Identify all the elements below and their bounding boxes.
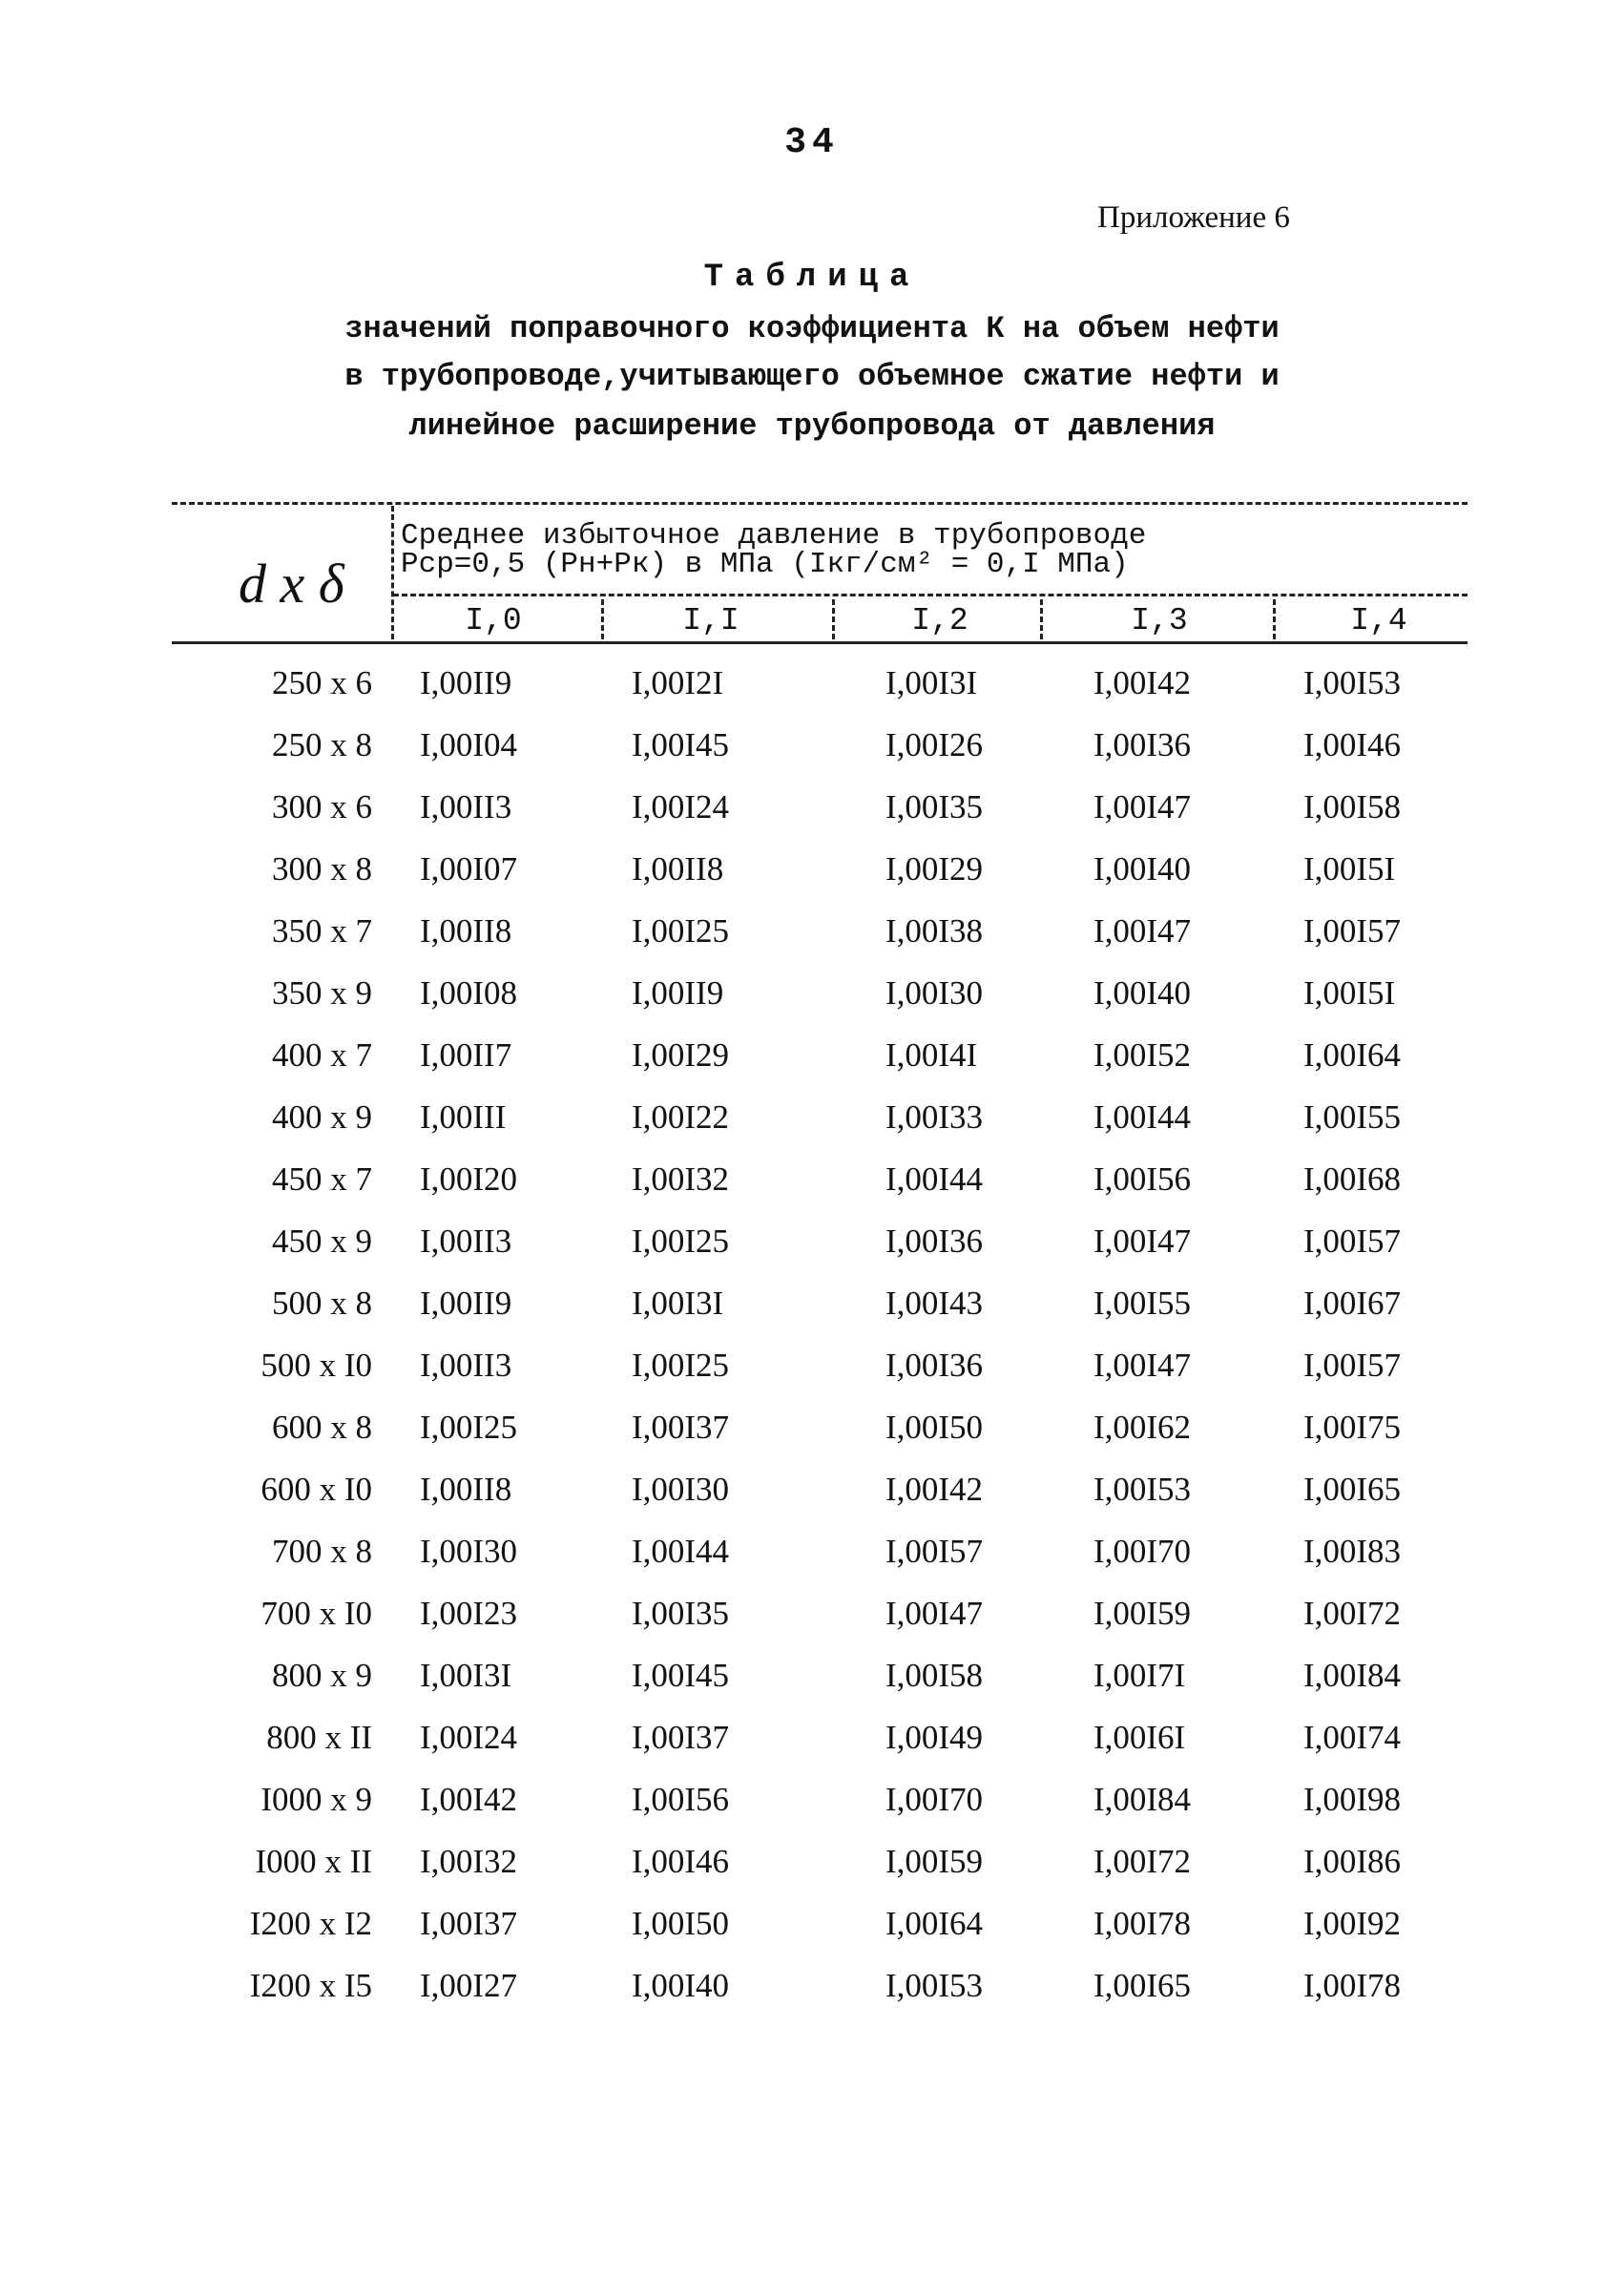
coefficient-cell: I,00I24 xyxy=(420,1719,518,1756)
coefficient-cell: I,00I59 xyxy=(885,1843,984,1880)
coefficient-cell: I,00I07 xyxy=(420,850,518,888)
coefficient-cell: I,00I58 xyxy=(1303,788,1402,826)
row-size: 400 x 9 xyxy=(272,1098,372,1136)
coefficient-cell: I,00III xyxy=(420,1098,507,1136)
table-row xyxy=(0,1781,1624,1842)
coefficient-cell: I,00I30 xyxy=(420,1533,518,1570)
coefficient-cell: I,00I57 xyxy=(1303,1347,1402,1384)
coefficient-cell: I,00I44 xyxy=(1093,1098,1192,1136)
coefficient-cell: I,00I92 xyxy=(1303,1905,1402,1942)
row-label-header: d x δ xyxy=(239,553,344,615)
coefficient-cell: I,00I74 xyxy=(1303,1719,1402,1756)
coefficient-cell: I,00I20 xyxy=(420,1160,518,1198)
coefficient-cell: I,00I98 xyxy=(1303,1781,1402,1818)
coefficient-cell: I,00I47 xyxy=(885,1595,984,1632)
coefficient-cell: I,00I08 xyxy=(420,974,518,1012)
table-row xyxy=(0,1036,1624,1097)
coefficient-cell: I,00I47 xyxy=(1093,1347,1192,1384)
coefficient-cell: I,00I64 xyxy=(1303,1036,1402,1074)
table-row xyxy=(0,1285,1624,1346)
coefficient-cell: I,00I5I xyxy=(1303,974,1396,1012)
table-row xyxy=(0,1657,1624,1718)
table-row xyxy=(0,1533,1624,1594)
coefficient-cell: I,00II7 xyxy=(420,1036,512,1074)
table-row xyxy=(0,1223,1624,1284)
table-row xyxy=(0,1347,1624,1408)
coefficient-cell: I,00I46 xyxy=(632,1843,730,1880)
coefficient-cell: I,00I57 xyxy=(1303,1223,1402,1260)
header-mid-rule xyxy=(393,594,1468,596)
coefficient-cell: I,00I65 xyxy=(1093,1967,1192,2004)
coefficient-cell: I,00I33 xyxy=(885,1098,984,1136)
row-size: 600 x 8 xyxy=(272,1409,372,1446)
coefficient-cell: I,00I84 xyxy=(1303,1657,1402,1694)
row-size: 800 x II xyxy=(266,1719,372,1756)
coefficient-cell: I,00I24 xyxy=(632,788,730,826)
column-divider-3 xyxy=(1040,599,1043,639)
coefficient-cell: I,00I25 xyxy=(632,912,730,950)
coefficient-cell: I,00I25 xyxy=(632,1347,730,1384)
coefficient-cell: I,00I25 xyxy=(420,1409,518,1446)
coefficient-cell: I,00I5I xyxy=(1303,850,1396,888)
coefficient-cell: I,00I35 xyxy=(885,788,984,826)
coefficient-cell: I,00I58 xyxy=(885,1657,984,1694)
coefficient-cell: I,00I83 xyxy=(1303,1533,1402,1570)
coefficient-cell: I,00I55 xyxy=(1093,1285,1192,1322)
column-divider-4 xyxy=(1273,599,1276,639)
coefficient-cell: I,00I70 xyxy=(1093,1533,1192,1570)
coefficient-cell: I,00I40 xyxy=(1093,974,1192,1012)
coefficient-cell: I,00I40 xyxy=(632,1967,730,2004)
coefficient-cell: I,00I35 xyxy=(632,1595,730,1632)
coefficient-cell: I,00I6I xyxy=(1093,1719,1186,1756)
coefficient-cell: I,00I53 xyxy=(1303,664,1402,701)
row-size: 300 x 8 xyxy=(272,850,372,888)
column-header-2: I,I xyxy=(682,603,739,638)
coefficient-cell: I,00II3 xyxy=(420,1347,512,1384)
coefficient-cell: I,00I68 xyxy=(1303,1160,1402,1198)
coefficient-cell: I,00I72 xyxy=(1093,1843,1192,1880)
coefficient-cell: I,00I38 xyxy=(885,912,984,950)
coefficient-cell: I,00I57 xyxy=(885,1533,984,1570)
column-divider-2 xyxy=(832,599,835,639)
coefficient-cell: I,00I55 xyxy=(1303,1098,1402,1136)
row-size: 350 x 9 xyxy=(272,974,372,1012)
column-header-4: I,3 xyxy=(1131,603,1188,638)
coefficient-cell: I,00I3I xyxy=(885,664,978,701)
coefficient-cell: I,00I78 xyxy=(1303,1967,1402,2004)
row-size: 400 x 7 xyxy=(272,1036,372,1074)
coefficient-cell: I,00I62 xyxy=(1093,1409,1192,1446)
column-header-1: I,0 xyxy=(465,603,522,638)
row-size: I200 x I5 xyxy=(249,1967,372,2004)
coefficient-cell: I,00I7I xyxy=(1093,1657,1186,1694)
row-size: I200 x I2 xyxy=(249,1905,372,1942)
row-size: 500 x I0 xyxy=(260,1347,372,1384)
table-row xyxy=(0,726,1624,787)
coefficient-cell: I,00I53 xyxy=(885,1967,984,2004)
coefficient-cell: I,00I42 xyxy=(420,1781,518,1818)
table-row xyxy=(0,850,1624,911)
table-row xyxy=(0,664,1624,725)
table-row xyxy=(0,1160,1624,1222)
table-row xyxy=(0,1471,1624,1532)
coefficient-cell: I,00I50 xyxy=(885,1409,984,1446)
row-size: 500 x 8 xyxy=(272,1285,372,1322)
header-top-rule xyxy=(172,502,1468,505)
coefficient-cell: I,00I29 xyxy=(632,1036,730,1074)
row-size: 700 x I0 xyxy=(260,1595,372,1632)
header-bottom-rule xyxy=(172,641,1468,644)
table-row xyxy=(0,974,1624,1035)
row-size: I000 x II xyxy=(255,1843,372,1880)
coefficient-cell: I,00I57 xyxy=(1303,912,1402,950)
column-header-3: I,2 xyxy=(911,603,968,638)
caption-line-2: в трубопроводе,учитывающего объемное сжатие нефти и xyxy=(344,359,1280,394)
pressure-header-line-2: Рср=0,5 (Рн+Рк) в МПа (Iкг/см² = 0,I МПа) xyxy=(401,548,1129,581)
row-size: 300 x 6 xyxy=(272,788,372,826)
coefficient-cell: I,00I47 xyxy=(1093,788,1192,826)
coefficient-cell: I,00I45 xyxy=(632,1657,730,1694)
coefficient-cell: I,00I72 xyxy=(1303,1595,1402,1632)
coefficient-cell: I,00II8 xyxy=(420,912,512,950)
coefficient-cell: I,00I04 xyxy=(420,726,518,763)
coefficient-cell: I,00I43 xyxy=(885,1285,984,1322)
coefficient-cell: I,00I44 xyxy=(632,1533,730,1570)
coefficient-cell: I,00I3I xyxy=(632,1285,724,1322)
coefficient-cell: I,00I52 xyxy=(1093,1036,1192,1074)
table-row xyxy=(0,1098,1624,1160)
column-divider-1 xyxy=(601,599,604,639)
coefficient-cell: I,00I40 xyxy=(1093,850,1192,888)
coefficient-cell: I,00I42 xyxy=(885,1471,984,1508)
coefficient-cell: I,00II9 xyxy=(420,664,512,701)
coefficient-cell: I,00I59 xyxy=(1093,1595,1192,1632)
row-size: 450 x 7 xyxy=(272,1160,372,1198)
coefficient-cell: I,00I25 xyxy=(632,1223,730,1260)
coefficient-cell: I,00I37 xyxy=(632,1719,730,1756)
appendix-label: Приложение 6 xyxy=(1097,200,1290,235)
coefficient-cell: I,00I3I xyxy=(420,1657,512,1694)
coefficient-cell: I,00II3 xyxy=(420,1223,512,1260)
header-divider-left xyxy=(391,506,394,639)
coefficient-cell: I,00I30 xyxy=(632,1471,730,1508)
table-row xyxy=(0,1409,1624,1470)
coefficient-cell: I,00I56 xyxy=(1093,1160,1192,1198)
coefficient-cell: I,00I4I xyxy=(885,1036,978,1074)
caption-line-1: значений поправочного коэффициента К на объем нефти xyxy=(344,311,1280,346)
table-row xyxy=(0,1843,1624,1904)
caption-line-3: линейное расширение трубопровода от давления xyxy=(408,408,1216,444)
row-size: 250 x 6 xyxy=(272,664,372,701)
coefficient-cell: I,00I37 xyxy=(420,1905,518,1942)
table-row xyxy=(0,912,1624,973)
coefficient-cell: I,00I56 xyxy=(632,1781,730,1818)
coefficient-cell: I,00I64 xyxy=(885,1905,984,1942)
coefficient-cell: I,00II3 xyxy=(420,788,512,826)
coefficient-cell: I,00II9 xyxy=(632,974,724,1012)
pressure-header-line-1: Среднее избыточное давление в трубопроводе xyxy=(401,519,1147,553)
coefficient-cell: I,00I70 xyxy=(885,1781,984,1818)
page-number: 34 xyxy=(784,122,840,163)
coefficient-cell: I,00II8 xyxy=(420,1471,512,1508)
coefficient-cell: I,00I75 xyxy=(1303,1409,1402,1446)
coefficient-cell: I,00I42 xyxy=(1093,664,1192,701)
coefficient-cell: I,00I53 xyxy=(1093,1471,1192,1508)
coefficient-cell: I,00I84 xyxy=(1093,1781,1192,1818)
table-row xyxy=(0,1967,1624,2028)
coefficient-cell: I,00I45 xyxy=(632,726,730,763)
coefficient-cell: I,00I29 xyxy=(885,850,984,888)
coefficient-cell: I,00I26 xyxy=(885,726,984,763)
coefficient-cell: I,00I36 xyxy=(885,1347,984,1384)
coefficient-cell: I,00I2I xyxy=(632,664,724,701)
coefficient-cell: I,00I86 xyxy=(1303,1843,1402,1880)
coefficient-cell: I,00II8 xyxy=(632,850,724,888)
table-row xyxy=(0,1719,1624,1780)
coefficient-cell: I,00I22 xyxy=(632,1098,730,1136)
row-size: 450 x 9 xyxy=(272,1223,372,1260)
row-size: 800 x 9 xyxy=(272,1657,372,1694)
coefficient-cell: I,00I50 xyxy=(632,1905,730,1942)
coefficient-cell: I,00I23 xyxy=(420,1595,518,1632)
coefficient-cell: I,00I47 xyxy=(1093,1223,1192,1260)
row-size: 600 x I0 xyxy=(260,1471,372,1508)
row-size: 250 x 8 xyxy=(272,726,372,763)
row-size: I000 x 9 xyxy=(260,1781,372,1818)
table-title: Таблица xyxy=(703,260,921,296)
coefficient-cell: I,00I47 xyxy=(1093,912,1192,950)
coefficient-cell: I,00I36 xyxy=(885,1223,984,1260)
column-header-5: I,4 xyxy=(1350,603,1407,638)
coefficient-cell: I,00I78 xyxy=(1093,1905,1192,1942)
coefficient-cell: I,00I49 xyxy=(885,1719,984,1756)
row-size: 700 x 8 xyxy=(272,1533,372,1570)
coefficient-cell: I,00I65 xyxy=(1303,1471,1402,1508)
table-row xyxy=(0,1905,1624,1966)
coefficient-cell: I,00I46 xyxy=(1303,726,1402,763)
coefficient-cell: I,00II9 xyxy=(420,1285,512,1322)
coefficient-cell: I,00I67 xyxy=(1303,1285,1402,1322)
table-row xyxy=(0,788,1624,849)
coefficient-cell: I,00I32 xyxy=(632,1160,730,1198)
coefficient-cell: I,00I27 xyxy=(420,1967,518,2004)
coefficient-cell: I,00I44 xyxy=(885,1160,984,1198)
coefficient-cell: I,00I30 xyxy=(885,974,984,1012)
coefficient-cell: I,00I37 xyxy=(632,1409,730,1446)
row-size: 350 x 7 xyxy=(272,912,372,950)
coefficient-cell: I,00I32 xyxy=(420,1843,518,1880)
coefficient-cell: I,00I36 xyxy=(1093,726,1192,763)
table-row xyxy=(0,1595,1624,1656)
